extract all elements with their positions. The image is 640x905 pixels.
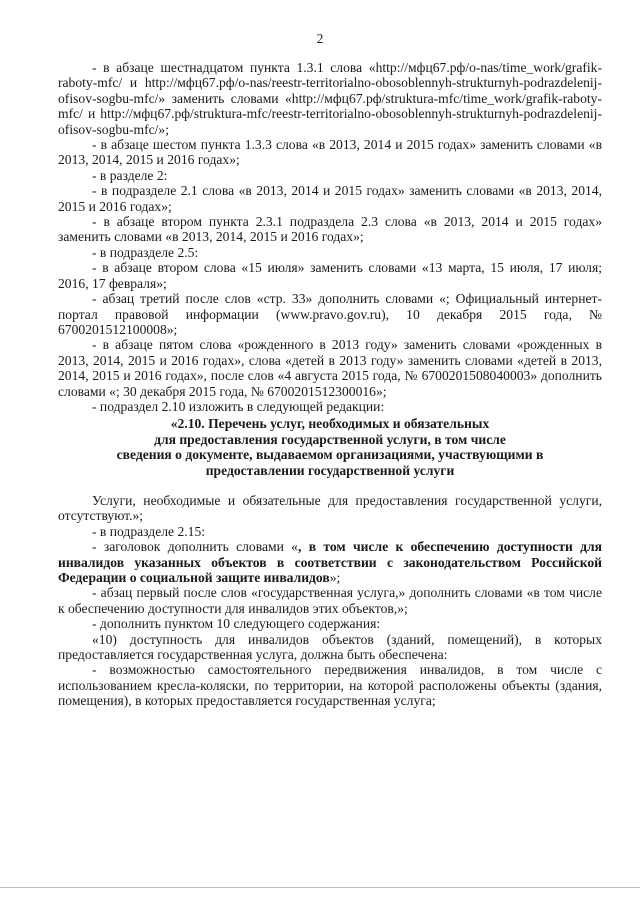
heading-line: сведения о документе, выдаваемом организациями, участвующими в bbox=[116, 447, 544, 463]
amendment-paragraph: - в абзаце втором пункта 2.3.1 подраздела 2.3 слова «в 2013, 2014 и 2015 годах» заменить словами «в 2013, 2014, 2015 и 2016 годах»; bbox=[58, 214, 602, 245]
heading-line: «2.10. Перечень услуг, необходимых и обязательных bbox=[170, 416, 490, 432]
amendment-paragraph: - в подразделе 2.5: bbox=[92, 244, 199, 260]
amendment-paragraph: - в абзаце шестнадцатом пункта 1.3.1 слова «http://мфц67.рф/o-nas/time_work/grafik-raboty-mfc/ и http://мфц67.рф/o-nas/reestr-territorialno-obosoblennyh-strukturnyh-podrazdelenij-ofisov-sogbu-mfc/» заменить словами «http://мфц67.рф/struktura-mfc/time_work/grafik-raboty-mfc/ и http://мфц67.рф/struktura-mfc/reestr-territorialno-obosoblennyh-strukturnyh-podrazdelenij-ofisov-sogbu-mfc/»; bbox=[58, 60, 602, 137]
services-paragraph: Услуги, необходимые и обязательные для предоставления государственной услуги, отсутствуют.»; bbox=[58, 492, 602, 524]
amendment-paragraph: - в абзаце пятом слова «рожденного в 2013 году» заменить словами «рожденных в 2013, 2014, 2015 и 2016 годах», слова «детей в 2013 году» заменить словами «детей в 2013, 2014, 2015 и 2016 годах», после слов «4 августа 2015 года, № 6700201508040003» дополнить словами «; 30 декабря 2015 года, № 6700201512300016»; bbox=[58, 337, 602, 399]
heading-line: для предоставления государственной услуги, в том числе bbox=[154, 431, 506, 447]
amendment-paragraph: - в подразделе 2.1 слова «в 2013, 2014 и 2015 годах» заменить словами «в 2013, 2014, 2015 и 2016 годах»; bbox=[58, 183, 602, 214]
page-edge-divider bbox=[0, 887, 640, 888]
amendment-paragraph: - в абзаце шестом пункта 1.3.3 слова «в 2013, 2014 и 2015 годах» заменить словами «в 2013, 2014, 2015 и 2016 годах»; bbox=[58, 137, 602, 168]
amendment-paragraph: «10) доступность для инвалидов объектов (зданий, помещений), в которых предоставляется государственная услуга, должна быть обеспечена: bbox=[58, 631, 602, 663]
section-heading bbox=[58, 416, 602, 478]
amendment-paragraph: - в разделе 2: bbox=[92, 167, 168, 183]
title-addition-bold: , в том числе к обеспечению доступности для инвалидов указанных объектов в соответствии с законодательством Российской Федерации о социальной защите инвалидов bbox=[58, 539, 603, 585]
document-body bbox=[58, 60, 602, 709]
title-addition-paragraph bbox=[58, 539, 602, 585]
amendment-paragraph: - абзац третий после слов «стр. 33» дополнить словами «; Официальный интернет-портал правовой информации (www.pravo.gov.ru), 10 декабря 2015 года, № 6700201512100008»; bbox=[58, 291, 602, 337]
amendment-paragraph: - возможностью самостоятельного передвижения инвалидов, в том числе с использованием кресла-коляски, по территории, на которой расположены объекты (здания, помещения), в которых предоставляется государственная услуга; bbox=[58, 662, 602, 709]
heading-line: предоставлении государственной услуги bbox=[205, 462, 455, 478]
title-addition-prefix: - заголовок дополнить словами « bbox=[92, 539, 298, 555]
amendment-paragraph: - в подразделе 2.15: bbox=[92, 523, 206, 539]
amendment-paragraph: - подраздел 2.10 изложить в следующей редакции: bbox=[92, 398, 385, 414]
amendment-paragraph: - в абзаце втором слова «15 июля» заменить словами «13 марта, 15 июля, 17 июля; 2016, 17 февраля»; bbox=[58, 260, 602, 291]
page-number: 2 bbox=[316, 31, 324, 46]
amendment-paragraph: - абзац первый после слов «государственная услуга,» дополнить словами «в том числе к обеспечению доступности для инвалидов этих объектов,»; bbox=[58, 585, 602, 616]
title-addition-suffix: »; bbox=[329, 570, 341, 585]
amendment-paragraph: - дополнить пунктом 10 следующего содержания: bbox=[92, 616, 381, 632]
